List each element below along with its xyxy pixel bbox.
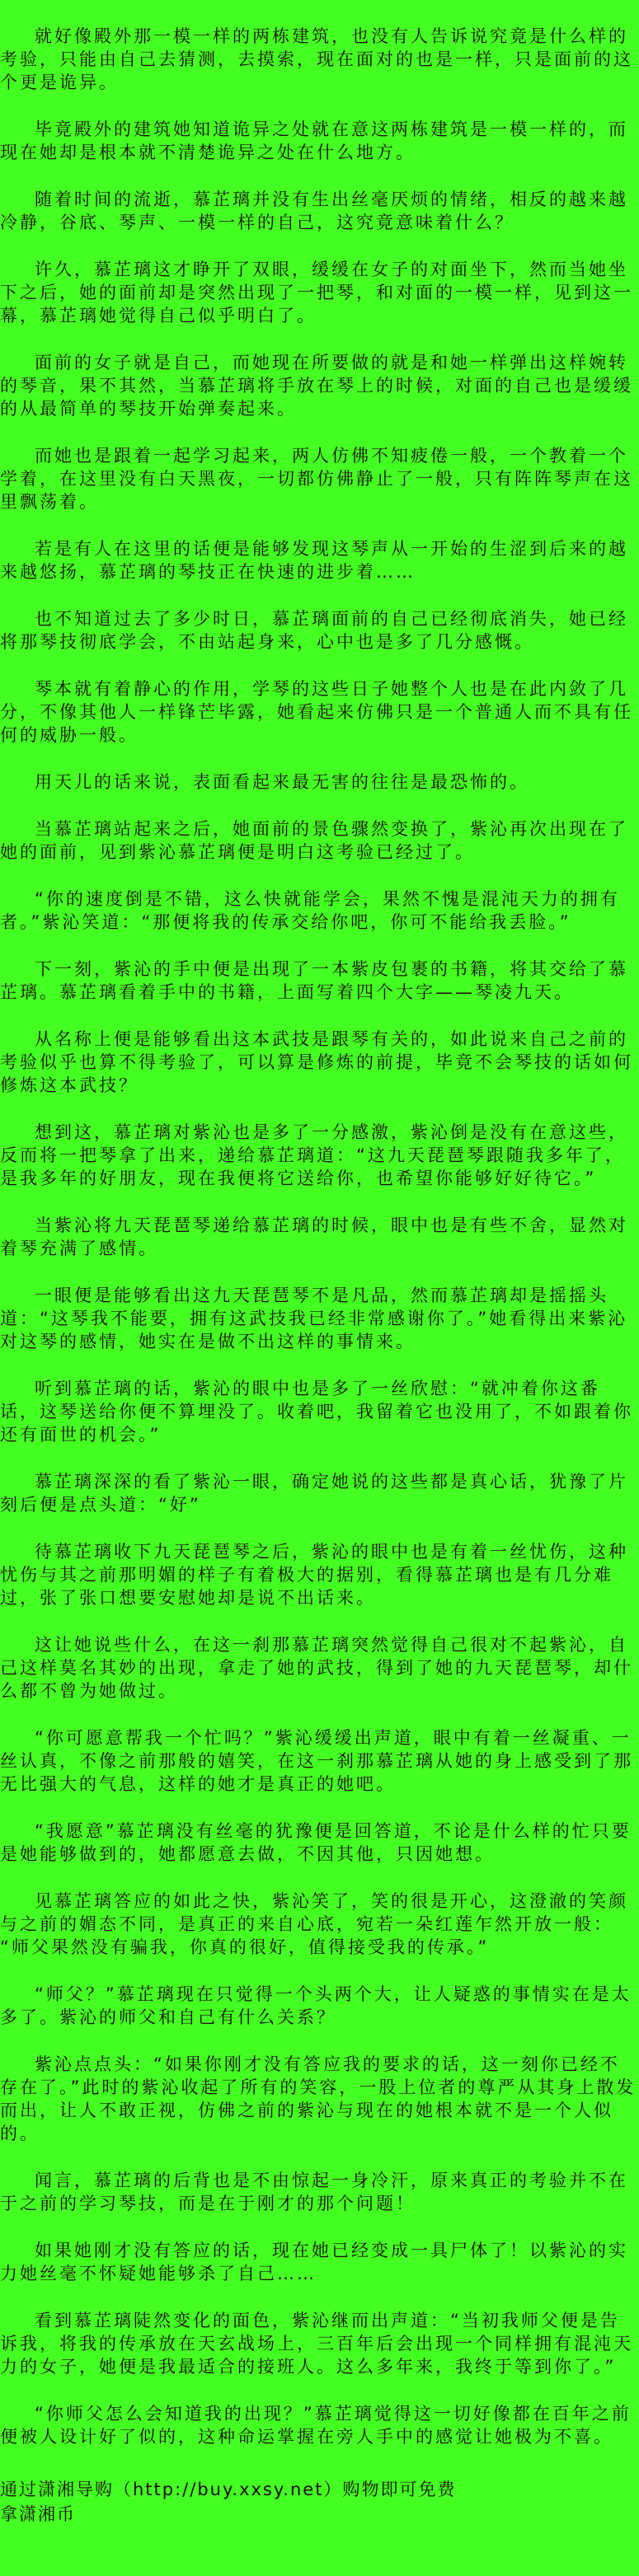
novel-paragraph: “师父？”慕芷璃现在只觉得一个头两个大，让人疑惑的事情实在是太多了。紫沁的师父和自己有什么关系？ [0,1984,632,2027]
novel-paragraph: 毕竟殿外的建筑她知道诡异之处就在意这两栋建筑是一模一样的，而现在她却是根本就不清楚诡异之处在什么地方。 [0,119,628,162]
novel-paragraph: 就好像殿外那一模一样的两栋建筑，也没有人告诉说究竟是什么样的考验，只能由自己去猜测，去摸索，现在面对的也是一样，只是面前的这个更是诡异。 [0,26,633,92]
novel-paragraph: 而她也是跟着一起学习起来，两人仿佛不知疲倦一般，一个教着一个学着，在这里没有白天黑夜，一切都仿佛静止了一般，只有阵阵琴声在这里飘荡着。 [0,446,633,512]
novel-paragraph: 若是有人在这里的话便是能够发现这琴声从一开始的生涩到后来的越来越悠扬，慕芷璃的琴技正在快速的进步着…… [0,539,628,582]
novel-paragraph: 许久，慕芷璃这才睁开了双眼，缓缓在女子的对面坐下，然而当她坐下之后，她的面前却是突然出现了一把琴，和对面的一模一样，见到这一幕，慕芷璃她觉得自己似乎明白了。 [0,260,633,326]
novel-paragraph: “你可愿意帮我一个忙吗？”紫沁缓缓出声道，眼中有着一丝凝重、一丝认真，不像之前那般的嬉笑，在这一刹那慕芷璃从她的身上感受到了那无比强大的气息，这样的她才是真正的她吧。 [0,1728,633,1794]
novel-paragraph: 也不知道过去了多少时日，慕芷璃面前的自己已经彻底消失，她已经将那琴技彻底学会，不由站起身来，心中也是多了几分感慨。 [0,609,628,652]
novel-paragraph: 从名称上便是能够看出这本武技是跟琴有关的，如此说来自己之前的考验似乎也算不得考验了，可以算是修炼的前提，毕竟不会琴技的话如何修炼这本武技？ [0,1029,633,1095]
novel-paragraph: 当紫沁将九天琵琶琴递给慕芷璃的时候，眼中也是有些不舍，显然对着琴充满了感情。 [0,1215,628,1258]
novel-paragraph: 听到慕芷璃的话，紫沁的眼中也是多了一丝欣慰：“就冲着你这番话，这琴送给你便不算埋没了。收着吧，我留着它也没用了，不如跟着你还有面世的机会。” [0,1379,633,1445]
novel-paragraph: 紫沁点点头：“如果你刚才没有答应我的要求的话，这一刻你已经不存在了。”此时的紫沁收起了所有的笑容，一股上位者的尊严从其身上散发而出，让人不敢正视，仿佛之前的紫沁与现在的她根本就不是一个人似的。 [0,2054,637,2143]
novel-paragraph: 下一刻，紫沁的手中便是出现了一本紫皮包裹的书籍，将其交给了慕芷璃。慕芷璃看着手中的书籍，上面写着四个大字——琴凌九天。 [0,959,628,1002]
novel-paragraph: 琴本就有着静心的作用，学琴的这些日子她整个人也是在此内敛了几分，不像其他人一样锋芒毕露，她看起来仿佛只是一个普通人而不具有任何的威胁一般。 [0,679,633,745]
promo-footer-line1: 通过潇湘导购（http://buy.xxsy.net）购物即可免费 [0,2480,457,2499]
novel-paragraph: 这让她说些什么，在这一刹那慕芷璃突然觉得自己很对不起紫沁，自己这样莫名其妙的出现，拿走了她的武技，得到了她的九天琵琶琴，却什么都不曾为她做过。 [0,1635,633,1701]
novel-paragraph: 如果她刚才没有答应的话，现在她已经变成一具尸体了！以紫沁的实力她丝毫不怀疑她能够杀了自己…… [0,2241,628,2283]
novel-paragraph: 见慕芷璃答应的如此之快，紫沁笑了，笑的很是开心，这澄澈的笑颜与之前的媚态不同，是真正的来自心底，宛若一朵红莲乍然开放一般：“师父果然没有骗我，你真的很好，值得接受我的传承。” [0,1891,628,1957]
novel-paragraph: 用天儿的话来说，表面看起来最无害的往往是最恐怖的。 [35,772,529,792]
promo-footer [0,2477,639,2527]
novel-paragraph: 待慕芷璃收下九天琵琶琴之后，紫沁的眼中也是有着一丝忧伤，这种忧伤与其之前那明媚的样子有着极大的据别，看得慕芷璃也是有几分难过，张了张口想要安慰她却是说不出话来。 [0,1542,628,1608]
novel-paragraph: 面前的女子就是自己，而她现在所要做的就是和她一样弹出这样婉转的琴音，果不其然，当慕芷璃将手放在琴上的时候，对面的自己也是缓缓的从最简单的琴技开始弹奏起来。 [0,353,633,419]
promo-footer-line2: 拿潇湘币 [0,2504,76,2524]
novel-paragraph: 想到这，慕芷璃对紫沁也是多了一分感激，紫沁倒是没有在意这些，反而将一把琴拿了出来，递给慕芷璃道：“这九天琵琶琴跟随我多年了，是我多年的好朋友，现在我便将它送给你，也希望你能够好好待它。” [0,1122,628,1188]
novel-paragraph: 当慕芷璃站起来之后，她面前的景色骤然变换了，紫沁再次出现在了她的面前，见到紫沁慕芷璃便是明白这考验已经过了。 [0,819,628,862]
novel-paragraph: 随着时间的流逝，慕芷璃并没有生出丝毫厌烦的情绪，相反的越来越冷静，谷底、琴声、一模一样的自己，这究竟意味着什么？ [0,190,628,232]
novel-paragraph: 看到慕芷璃陡然变化的面色，紫沁继而出声道：“当初我师父便是告诉我，将我的传承放在天玄战场上，三百年后会出现一个同样拥有混沌天力的女子，她便是我最适合的接班人。这么多年来，我终于等到你了。” [0,2311,633,2377]
novel-paragraph: “你的速度倒是不错，这么快就能学会，果然不愧是混沌天力的拥有者。”紫沁笑道：“那便将我的传承交给你吧，你可不能给我丢脸。” [0,889,620,932]
novel-paragraph: “你师父怎么会知道我的出现？”慕芷璃觉得这一切好像都在百年之前便被人设计好了似的，这种命运掌握在旁人手中的感觉让她极为不喜。 [0,2404,632,2447]
novel-paragraph: 闻言，慕芷璃的后背也是不由惊起一身冷汗，原来真正的考验并不在于之前的学习琴技，而是在于刚才的那个问题！ [0,2171,628,2213]
novel-paragraph: 一眼便是能够看出这九天琵琶琴不是凡品，然而慕芷璃却是摇摇头道：“这琴我不能要，拥有这武技我已经非常感谢你了。”她看得出来紫沁对这琴的感情，她实在是做不出这样的事情来。 [0,1286,628,1351]
novel-paragraph: “我愿意”慕芷璃没有丝毫的犹豫便是回答道，不论是什么样的忙只要是她能够做到的，她都愿意去做，不因其他，只因她想。 [0,1821,632,1864]
novel-paragraph: 慕芷璃深深的看了紫沁一眼，确定她说的这些都是真心话，犹豫了片刻后便是点头道：“好” [0,1472,628,1515]
